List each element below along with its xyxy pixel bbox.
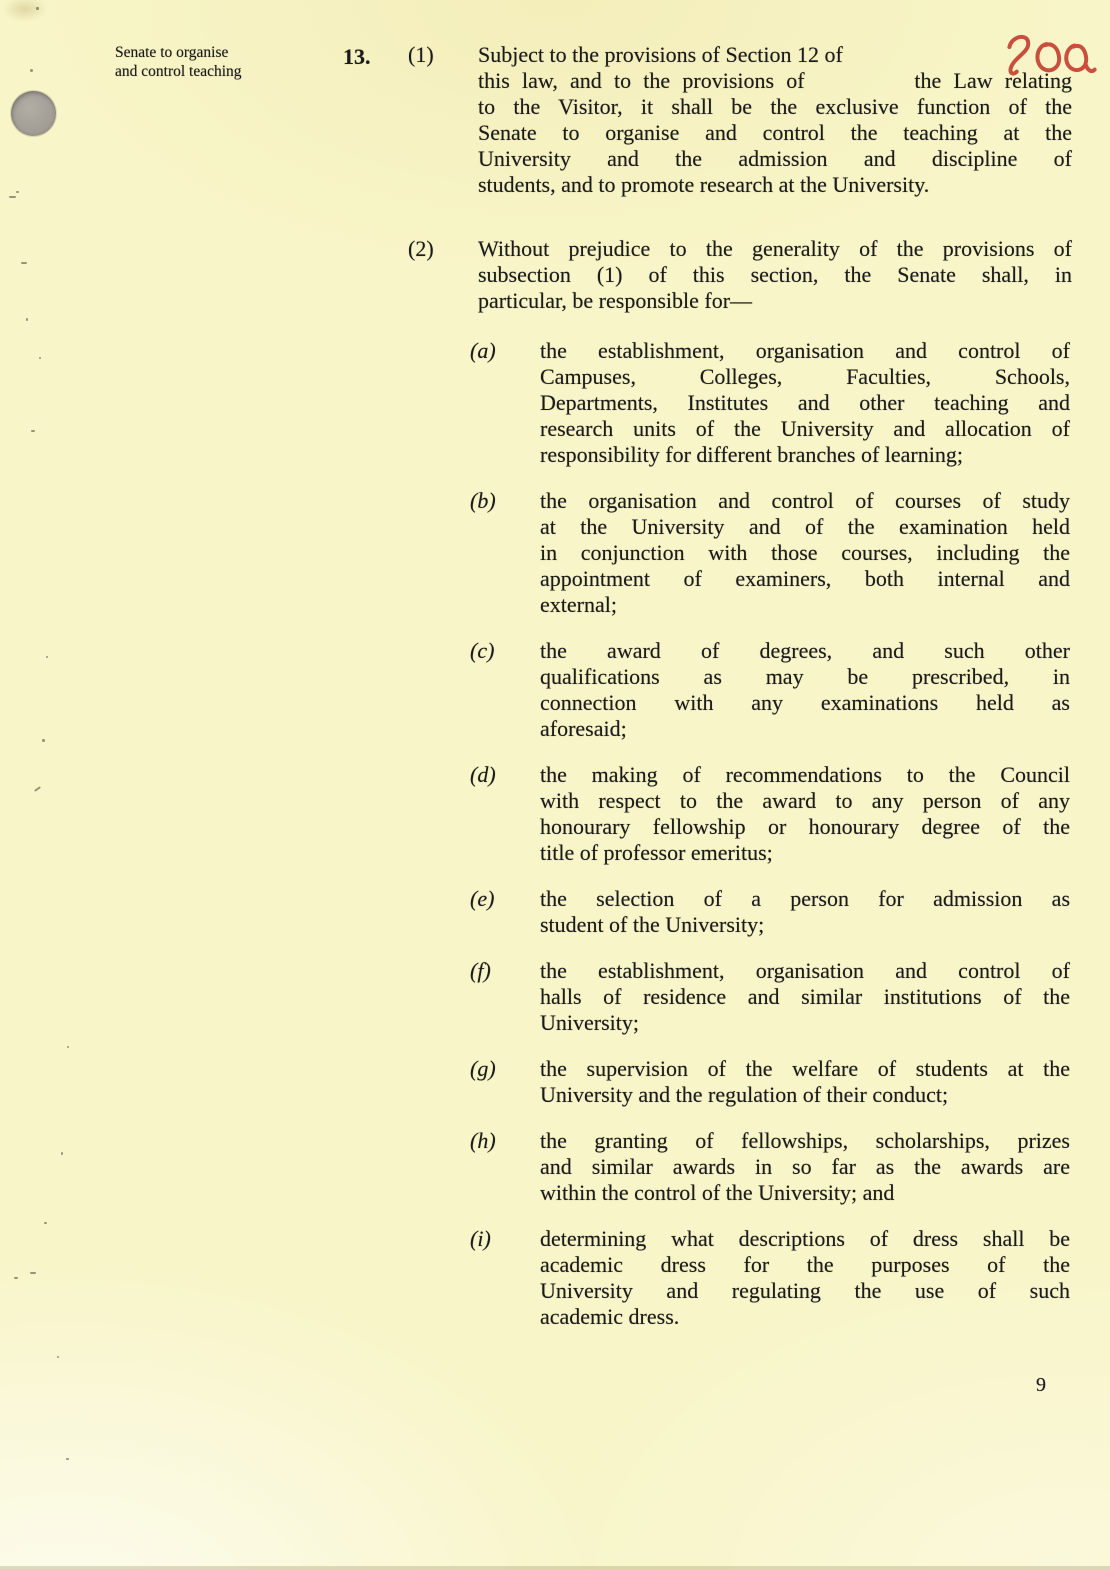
text-line: University and the admission and discipline of: [478, 146, 1072, 171]
text-line: within the control of the University; and: [540, 1180, 895, 1205]
text-line: connection with any examinations held as: [540, 690, 1070, 715]
punch-hole: [11, 91, 56, 136]
subsection: [408, 42, 1072, 198]
text-line: at the University and of the examination held: [540, 514, 1070, 539]
paragraph-item: [470, 958, 1072, 1036]
paragraph-list: [470, 338, 1072, 1330]
text-line: research units of the University and allocation of: [540, 416, 1070, 441]
text-line: Departments, Institutes and other teaching and: [540, 390, 1070, 415]
text-line: with respect to the award to any person of any: [540, 788, 1070, 813]
margin-note-line: Senate to organise: [115, 44, 229, 61]
text-line: academic dress for the purposes of the: [540, 1252, 1070, 1277]
text-line: aforesaid;: [540, 716, 627, 741]
text-line: external;: [540, 592, 617, 617]
text-line: responsibility for different branches of learning;: [540, 442, 963, 467]
text-line: and similar awards in so far as the awards are: [540, 1154, 1070, 1179]
scan-speck: [36, 7, 39, 10]
paragraph-item: [470, 1128, 1072, 1206]
paragraph-text: [540, 638, 1070, 742]
paragraph-label: (b): [470, 488, 496, 513]
text-line: the establishment, organisation and control of: [540, 338, 1070, 363]
text-line: the establishment, organisation and control of: [540, 958, 1070, 983]
paragraph-text: [540, 762, 1070, 866]
text-line: Without prejudice to the generality of the provisions of: [478, 236, 1072, 261]
paragraph-text: [540, 1056, 1070, 1108]
subsection: [408, 236, 1072, 1330]
paragraph-text: [540, 886, 1070, 938]
paragraph-item: [470, 338, 1072, 468]
text-line: the granting of fellowships, scholarships, prizes: [540, 1128, 1070, 1153]
text-line: student of the University;: [540, 912, 765, 937]
statute-body: [408, 42, 1072, 1330]
paragraph-text: [540, 958, 1070, 1036]
text-line: the selection of a person for admission as: [540, 886, 1070, 911]
text-line: qualifications as may be prescribed, in: [540, 664, 1070, 689]
text-line: academic dress.: [540, 1304, 680, 1329]
scan-speck: [34, 786, 41, 792]
section-number: 13.: [343, 44, 371, 69]
text-line: Campuses, Colleges, Faculties, Schools,: [540, 364, 1070, 389]
scan-speck: [21, 262, 27, 264]
text-line: University and regulating the use of such: [540, 1278, 1070, 1303]
paragraph-text: [540, 338, 1070, 468]
paragraph-label: (c): [470, 638, 495, 663]
subsection-label: (1): [408, 42, 434, 67]
scan-speck: [31, 430, 35, 432]
scan-speck: [26, 318, 28, 321]
scan-speck: [9, 196, 16, 198]
paragraph-label: (g): [470, 1056, 496, 1081]
scan-speck: [16, 191, 19, 193]
paragraph-label: (i): [470, 1226, 491, 1251]
paragraph-item: [470, 1056, 1072, 1108]
paper-stain: [2, 0, 48, 22]
text-line: Subject to the provisions of Section 12 of: [478, 42, 843, 67]
subsection-label: (2): [408, 236, 434, 261]
paragraph-text: [540, 1226, 1070, 1330]
paragraph-item: [470, 886, 1072, 938]
scan-speck: [30, 69, 33, 72]
scan-speck: [30, 1272, 36, 1274]
page-number: 9: [1036, 1374, 1046, 1396]
paragraph-label: (a): [470, 338, 496, 363]
scan-speck: [14, 1277, 18, 1279]
subsection-text: [478, 42, 1072, 198]
paragraph-text: [540, 1128, 1070, 1206]
text-line: Senate to organise and control the teaching at the: [478, 120, 1072, 145]
scan-speck: [61, 1152, 63, 1155]
text-line: to the Visitor, it shall be the exclusive function of the: [478, 94, 1072, 119]
text-line: the organisation and control of courses of study: [540, 488, 1070, 513]
paragraph-item: [470, 762, 1072, 866]
scan-speck: [57, 1356, 59, 1358]
scan-speck: [39, 357, 41, 359]
text-line: the supervision of the welfare of students at the: [540, 1056, 1070, 1081]
scan-speck: [42, 739, 45, 742]
paragraph-label: (h): [470, 1128, 496, 1153]
paragraph-text: [540, 488, 1070, 618]
paragraph-item: [470, 488, 1072, 618]
paragraph-label: (f): [470, 958, 491, 983]
margin-note-line: and control teaching: [115, 62, 242, 80]
paragraph-item: [470, 638, 1072, 742]
text-line: title of professor emeritus;: [540, 840, 773, 865]
paragraph-item: [470, 1226, 1072, 1330]
text-line: determining what descriptions of dress shall be: [540, 1226, 1070, 1251]
text-line: appointment of examiners, both internal and: [540, 566, 1070, 591]
paragraph-label: (d): [470, 762, 496, 787]
text-line: subsection (1) of this section, the Senate shall, in: [478, 262, 1072, 287]
paragraph-label: (e): [470, 886, 495, 911]
text-line: particular, be responsible for—: [478, 288, 753, 313]
text-line: University;: [540, 1010, 639, 1035]
subsection-text: [470, 236, 1072, 1330]
text-line: halls of residence and similar institutions of the: [540, 984, 1070, 1009]
text-line: the award of degrees, and such other: [540, 638, 1070, 663]
scan-speck: [66, 1458, 69, 1460]
text-line: University and the regulation of their conduct;: [540, 1082, 949, 1107]
scan-speck: [46, 656, 48, 658]
text-line: students, and to promote research at the University.: [478, 172, 930, 197]
margin-note: [115, 44, 315, 81]
scan-speck: [44, 1222, 47, 1224]
text-line: honourary fellowship or honourary degree of the: [540, 814, 1070, 839]
text-line: this law, and to the provisions of the Law relating: [478, 68, 1072, 93]
scan-speck: [67, 1046, 69, 1048]
text-line: the making of recommendations to the Council: [540, 762, 1070, 787]
text-line: in conjunction with those courses, including the: [540, 540, 1070, 565]
